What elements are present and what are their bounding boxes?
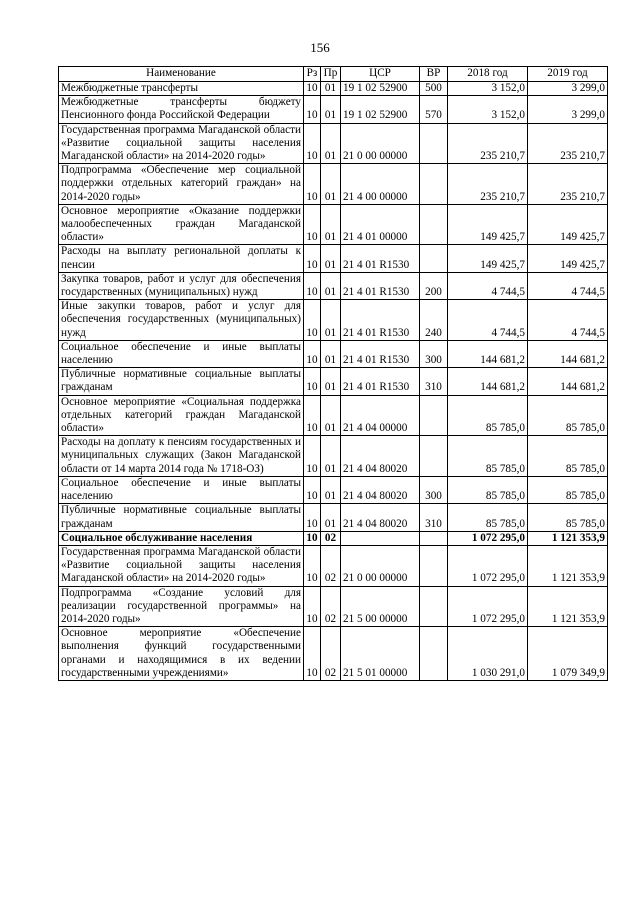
row-rz: 10 <box>304 272 321 299</box>
header-rz: Рз <box>304 67 321 82</box>
row-vr <box>420 627 448 681</box>
row-rz: 10 <box>304 82 321 96</box>
row-pr: 01 <box>321 245 341 272</box>
row-value-2018: 85 785,0 <box>448 504 528 531</box>
row-name: Государственная программа Магаданской области «Развитие социальной защиты населения Магаданской области» на 2014-2020 годы» <box>59 545 304 586</box>
row-csr: 21 4 01 R1530 <box>341 368 420 395</box>
row-pr: 01 <box>321 300 341 341</box>
row-pr: 01 <box>321 123 341 164</box>
header-csr: ЦСР <box>341 67 420 82</box>
row-csr: 21 4 01 R1530 <box>341 300 420 341</box>
row-rz: 10 <box>304 164 321 205</box>
row-csr: 19 1 02 52900 <box>341 82 420 96</box>
table-row <box>59 340 608 367</box>
row-value-2019: 3 299,0 <box>528 96 608 123</box>
row-value-2019: 149 425,7 <box>528 245 608 272</box>
row-csr: 21 0 00 00000 <box>341 123 420 164</box>
row-vr: 200 <box>420 272 448 299</box>
table-body <box>59 82 608 681</box>
row-pr: 02 <box>321 627 341 681</box>
header-2018: 2018 год <box>448 67 528 82</box>
row-vr: 240 <box>420 300 448 341</box>
row-pr: 02 <box>321 531 341 545</box>
table-row <box>59 504 608 531</box>
row-pr: 01 <box>321 340 341 367</box>
row-rz: 10 <box>304 123 321 164</box>
row-pr: 01 <box>321 476 341 503</box>
table-row <box>59 395 608 436</box>
row-value-2019: 85 785,0 <box>528 504 608 531</box>
row-name: Социальное обеспечение и иные выплаты населению <box>59 340 304 367</box>
row-vr: 310 <box>420 368 448 395</box>
row-pr: 01 <box>321 96 341 123</box>
row-pr: 01 <box>321 272 341 299</box>
row-value-2018: 1 072 295,0 <box>448 545 528 586</box>
row-pr: 02 <box>321 586 341 627</box>
table-row <box>59 531 608 545</box>
row-value-2018: 85 785,0 <box>448 436 528 477</box>
row-rz: 10 <box>304 586 321 627</box>
row-rz: 10 <box>304 436 321 477</box>
row-value-2019: 85 785,0 <box>528 476 608 503</box>
table-row <box>59 436 608 477</box>
row-csr: 21 4 00 00000 <box>341 164 420 205</box>
table-row <box>59 627 608 681</box>
row-rz: 10 <box>304 504 321 531</box>
row-vr <box>420 164 448 205</box>
row-value-2018: 3 152,0 <box>448 96 528 123</box>
row-vr: 310 <box>420 504 448 531</box>
table-header-row <box>59 67 608 82</box>
row-vr <box>420 586 448 627</box>
row-rz: 10 <box>304 204 321 245</box>
table-row <box>59 586 608 627</box>
row-value-2018: 235 210,7 <box>448 123 528 164</box>
row-name: Расходы на выплату региональной доплаты к пенсии <box>59 245 304 272</box>
row-vr <box>420 204 448 245</box>
table-row <box>59 96 608 123</box>
row-rz: 10 <box>304 545 321 586</box>
row-value-2018: 235 210,7 <box>448 164 528 205</box>
row-name: Социальное обслуживание населения <box>59 531 304 545</box>
row-vr <box>420 531 448 545</box>
row-value-2019: 1 079 349,9 <box>528 627 608 681</box>
row-csr: 21 0 00 00000 <box>341 545 420 586</box>
page-number: 156 <box>310 40 330 55</box>
row-rz: 10 <box>304 476 321 503</box>
row-vr: 300 <box>420 340 448 367</box>
row-value-2018: 144 681,2 <box>448 340 528 367</box>
row-csr <box>341 531 420 545</box>
row-name: Публичные нормативные социальные выплаты гражданам <box>59 504 304 531</box>
row-name: Подпрограмма «Создание условий для реализации государственной программы» на 2014-2020 годы» <box>59 586 304 627</box>
row-name: Межбюджетные трансферты бюджету Пенсионного фонда Российской Федерации <box>59 96 304 123</box>
row-rz: 10 <box>304 300 321 341</box>
row-pr: 01 <box>321 204 341 245</box>
table-row <box>59 545 608 586</box>
row-name: Основное мероприятие «Обеспечение выполнения функций государственными органами и находящимися в их ведении государственными учреждениями» <box>59 627 304 681</box>
row-value-2018: 1 072 295,0 <box>448 531 528 545</box>
row-csr: 21 4 01 R1530 <box>341 340 420 367</box>
row-vr <box>420 123 448 164</box>
row-value-2018: 3 152,0 <box>448 82 528 96</box>
table-row <box>59 272 608 299</box>
row-rz: 10 <box>304 395 321 436</box>
row-rz: 10 <box>304 531 321 545</box>
table-row <box>59 300 608 341</box>
row-value-2019: 235 210,7 <box>528 123 608 164</box>
row-pr: 01 <box>321 436 341 477</box>
row-name: Социальное обеспечение и иные выплаты населению <box>59 476 304 503</box>
row-value-2018: 4 744,5 <box>448 300 528 341</box>
table-row <box>59 164 608 205</box>
row-name: Закупка товаров, работ и услуг для обеспечения государственных (муниципальных) нужд <box>59 272 304 299</box>
row-pr: 01 <box>321 504 341 531</box>
row-value-2019: 144 681,2 <box>528 368 608 395</box>
row-name: Иные закупки товаров, работ и услуг для обеспечения государственных (муниципальных) нужд <box>59 300 304 341</box>
header-name: Наименование <box>59 67 304 82</box>
table-row <box>59 245 608 272</box>
row-value-2019: 85 785,0 <box>528 436 608 477</box>
row-csr: 21 4 04 00000 <box>341 395 420 436</box>
table-row <box>59 476 608 503</box>
row-name: Расходы на доплату к пенсиям государственных и муниципальных служащих (Закон Магаданской области от 14 марта 2014 года № 1718-ОЗ) <box>59 436 304 477</box>
row-value-2019: 4 744,5 <box>528 272 608 299</box>
row-value-2019: 1 121 353,9 <box>528 586 608 627</box>
row-name: Межбюджетные трансферты <box>59 82 304 96</box>
row-vr: 500 <box>420 82 448 96</box>
row-value-2019: 235 210,7 <box>528 164 608 205</box>
row-value-2018: 144 681,2 <box>448 368 528 395</box>
row-csr: 21 5 01 00000 <box>341 627 420 681</box>
row-pr: 01 <box>321 164 341 205</box>
table-row <box>59 82 608 96</box>
row-csr: 21 4 04 80020 <box>341 436 420 477</box>
row-csr: 21 4 04 80020 <box>341 476 420 503</box>
row-rz: 10 <box>304 96 321 123</box>
row-value-2019: 3 299,0 <box>528 82 608 96</box>
row-rz: 10 <box>304 340 321 367</box>
row-value-2019: 85 785,0 <box>528 395 608 436</box>
row-csr: 19 1 02 52900 <box>341 96 420 123</box>
row-csr: 21 4 01 00000 <box>341 204 420 245</box>
row-value-2019: 1 121 353,9 <box>528 531 608 545</box>
row-rz: 10 <box>304 368 321 395</box>
row-name: Подпрограмма «Обеспечение мер социальной поддержки отдельных категорий граждан» на 2014-2020 годы» <box>59 164 304 205</box>
row-pr: 01 <box>321 395 341 436</box>
row-csr: 21 4 01 R1530 <box>341 272 420 299</box>
row-value-2019: 4 744,5 <box>528 300 608 341</box>
header-pr: Пр <box>321 67 341 82</box>
row-csr: 21 5 00 00000 <box>341 586 420 627</box>
header-2019: 2019 год <box>528 67 608 82</box>
row-value-2018: 149 425,7 <box>448 245 528 272</box>
row-value-2018: 1 072 295,0 <box>448 586 528 627</box>
row-csr: 21 4 01 R1530 <box>341 245 420 272</box>
row-pr: 01 <box>321 82 341 96</box>
row-vr <box>420 245 448 272</box>
table-row <box>59 123 608 164</box>
row-name: Основное мероприятие «Оказание поддержки малообеспеченных граждан Магаданской области» <box>59 204 304 245</box>
row-value-2018: 4 744,5 <box>448 272 528 299</box>
row-pr: 02 <box>321 545 341 586</box>
header-vr: ВР <box>420 67 448 82</box>
row-value-2019: 149 425,7 <box>528 204 608 245</box>
row-rz: 10 <box>304 627 321 681</box>
row-vr <box>420 395 448 436</box>
row-value-2018: 85 785,0 <box>448 476 528 503</box>
row-rz: 10 <box>304 245 321 272</box>
budget-table <box>58 66 608 681</box>
row-value-2018: 85 785,0 <box>448 395 528 436</box>
row-vr <box>420 545 448 586</box>
row-name: Публичные нормативные социальные выплаты гражданам <box>59 368 304 395</box>
row-name: Государственная программа Магаданской области «Развитие социальной защиты населения Магаданской области» на 2014-2020 годы» <box>59 123 304 164</box>
row-vr: 300 <box>420 476 448 503</box>
row-vr: 570 <box>420 96 448 123</box>
row-vr <box>420 436 448 477</box>
row-value-2019: 1 121 353,9 <box>528 545 608 586</box>
row-pr: 01 <box>321 368 341 395</box>
row-value-2019: 144 681,2 <box>528 340 608 367</box>
table-row <box>59 368 608 395</box>
table-row <box>59 204 608 245</box>
row-value-2018: 149 425,7 <box>448 204 528 245</box>
row-name: Основное мероприятие «Социальная поддержка отдельных категорий граждан Магаданской области» <box>59 395 304 436</box>
row-csr: 21 4 04 80020 <box>341 504 420 531</box>
row-value-2018: 1 030 291,0 <box>448 627 528 681</box>
